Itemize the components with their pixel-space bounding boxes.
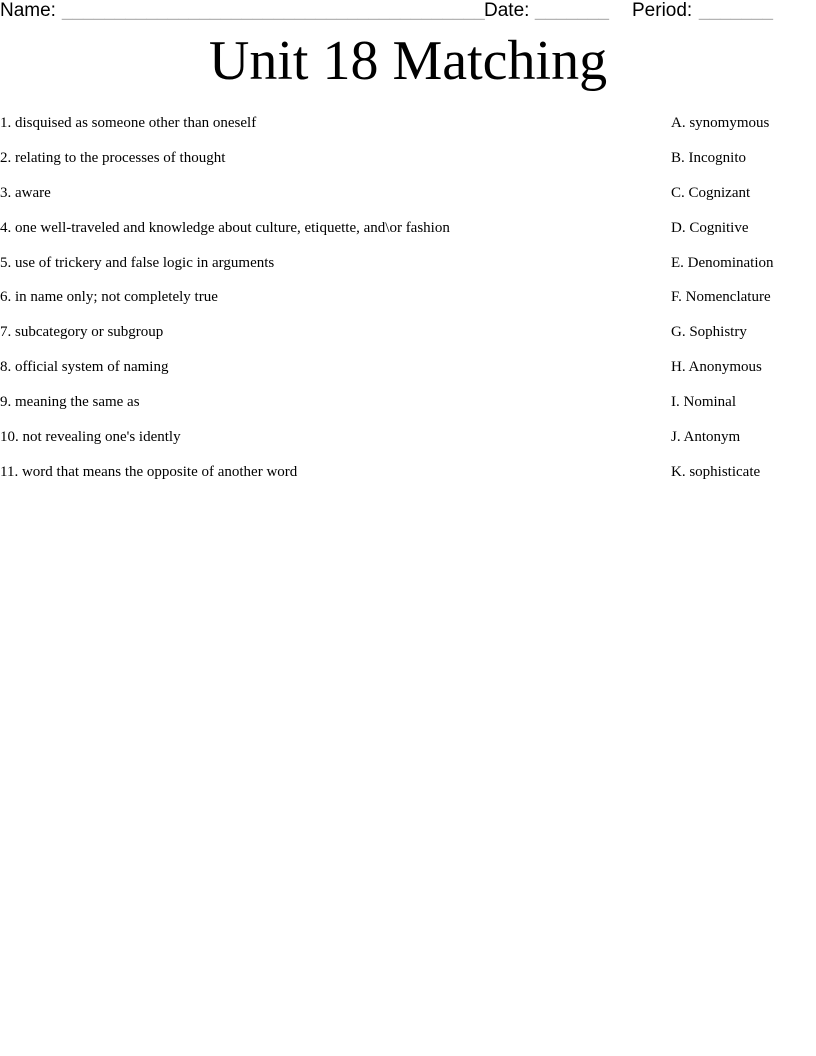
question-item: 9. meaning the same as [0, 394, 140, 411]
worksheet-header [0, 0, 816, 24]
answer-item: E. Denomination [671, 254, 774, 271]
question-item: 8. official system of naming [0, 359, 169, 376]
answer-item: F. Nomenclature [671, 289, 771, 306]
answer-item: D. Cognitive [671, 219, 749, 236]
date-label: Date: [484, 0, 530, 21]
question-item: 4. one well-traveled and knowledge about culture, etiquette, and\or fashion [0, 219, 450, 236]
answer-item: H. Anonymous [671, 359, 762, 376]
question-item: 5. use of trickery and false logic in arguments [0, 254, 275, 271]
answer-item: B. Incognito [671, 149, 746, 166]
answer-item: J. Antonym [671, 429, 741, 446]
question-item: 10. not revealing one's idently [0, 429, 181, 446]
question-item: 1. disquised as someone other than oneself [0, 115, 257, 131]
name-blank: ________________________________________ [62, 0, 485, 21]
date-blank: _______ [535, 0, 609, 21]
question-item: 6. in name only; not completely true [0, 289, 218, 306]
question-item: 3. aware [0, 184, 51, 201]
question-item: 7. subcategory or subgroup [0, 324, 164, 341]
question-item: 2. relating to the processes of thought [0, 149, 226, 166]
period-label: Period: [632, 0, 693, 21]
name-label: Name: [0, 0, 56, 21]
answer-item: C. Cognizant [671, 184, 751, 201]
question-item: 11. word that means the opposite of another word [0, 463, 298, 480]
answer-item: G. Sophistry [671, 324, 747, 341]
answers-list [671, 112, 816, 496]
page-title: Unit 18 Matching [208, 30, 608, 92]
answer-item: I. Nominal [671, 394, 736, 411]
period-blank: _______ [699, 0, 773, 21]
questions-list [0, 112, 640, 496]
answer-item: K. sophisticate [671, 463, 761, 480]
answer-item: A. synomymous [671, 115, 770, 131]
